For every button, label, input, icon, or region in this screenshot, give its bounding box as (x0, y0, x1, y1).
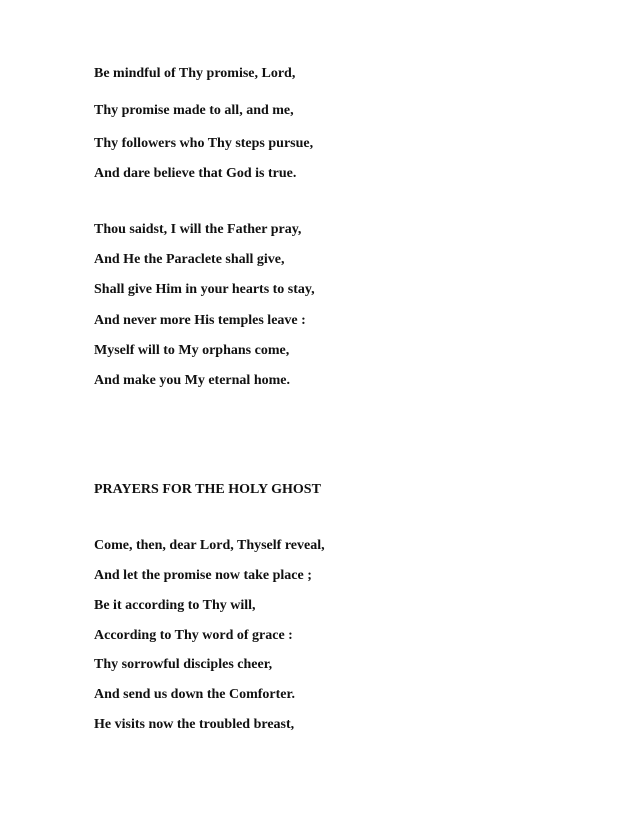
poem-line: Be mindful of Thy promise, Lord, (94, 66, 296, 81)
poem-line: And let the promise now take place ; (94, 568, 312, 583)
section-heading: PRAYERS FOR THE HOLY GHOST (94, 482, 321, 497)
poem-line: Shall give Him in your hearts to stay, (94, 282, 315, 297)
poem-line: And never more His temples leave : (94, 313, 306, 328)
poem-line: Thou saidst, I will the Father pray, (94, 222, 302, 237)
poem-line: Thy followers who Thy steps pursue, (94, 136, 314, 151)
poem-line: He visits now the troubled breast, (94, 717, 295, 732)
poem-line: According to Thy word of grace : (94, 628, 293, 643)
poem-line: And dare believe that God is true. (94, 166, 297, 181)
poem-line: And He the Paraclete shall give, (94, 252, 285, 267)
poem-line: Thy sorrowful disciples cheer, (94, 657, 273, 672)
poem-line: Thy promise made to all, and me, (94, 103, 294, 118)
poem-line: Come, then, dear Lord, Thyself reveal, (94, 538, 325, 553)
poem-line: Myself will to My orphans come, (94, 343, 290, 358)
poem-line: And make you My eternal home. (94, 373, 290, 388)
poem-line: Be it according to Thy will, (94, 598, 256, 613)
poem-line: And send us down the Comforter. (94, 687, 295, 702)
